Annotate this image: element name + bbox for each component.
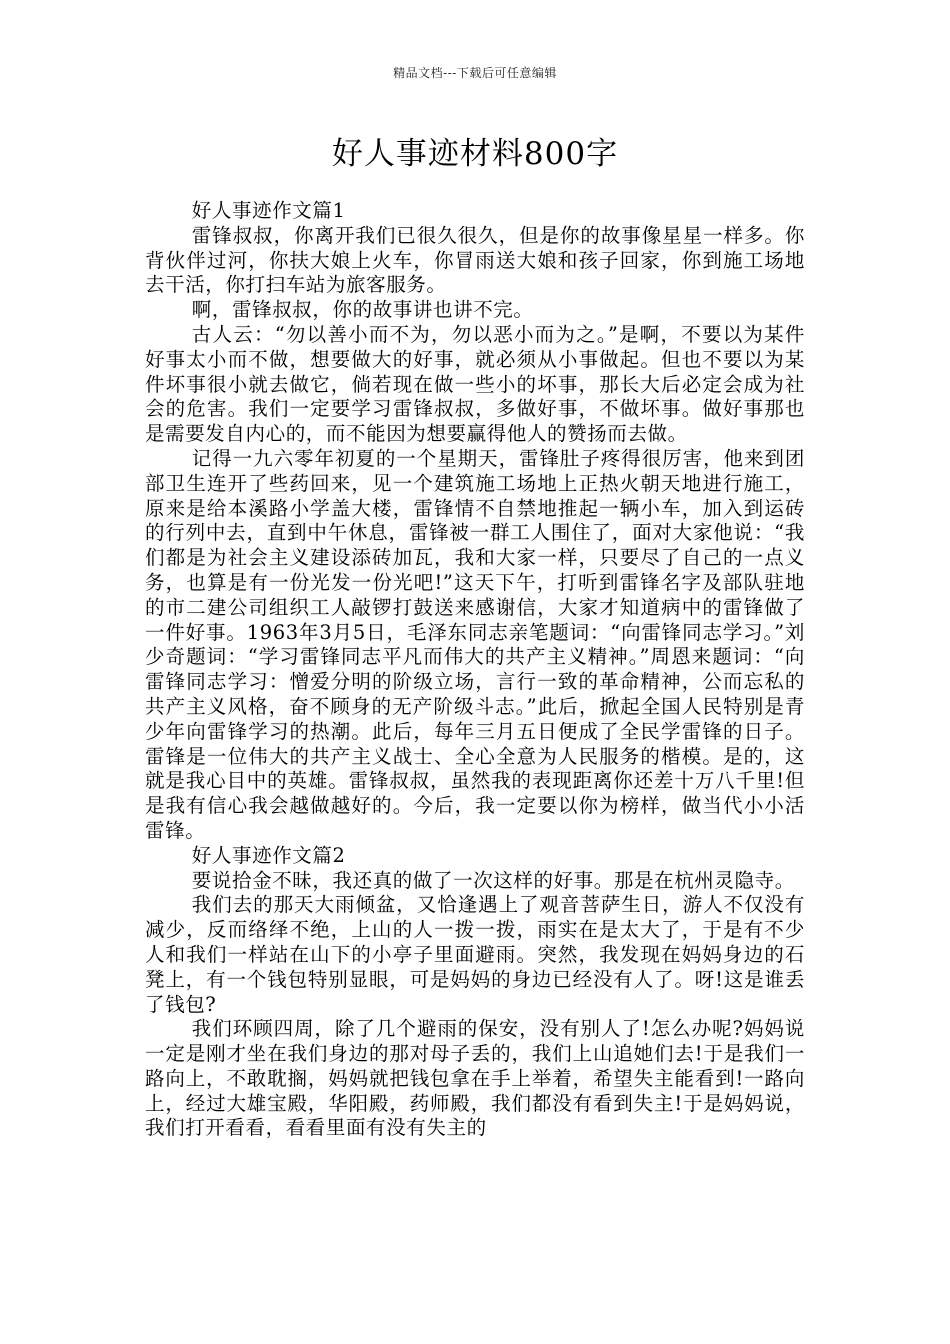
section-heading-1: 好人事迹作文篇1 (191, 199, 346, 222)
body-paragraph: 我们环顾四周，除了几个避雨的保安，没有别人了!怎么办呢?妈妈说一定是刚才坐在我们身边的那对母子丢的，我们上山追她们去!于是我们一路向上，不敢耽搁，妈妈就把钱包拿在手上举着，希望失主能看到!一路向上，经过大雄宝殿，华阳殿，药师殿，我们都没有看到失主!于是妈妈说，我们打开看看，看看里面有没有失主的 (145, 1017, 805, 1140)
body-paragraph: 雷锋叔叔，你离开我们已很久很久，但是你的故事像星星一样多。你背伙伴过河，你扶大娘上火车，你冒雨送大娘和孩子回家，你到施工场地去干活，你打扫车站为旅客服务。 (145, 223, 805, 297)
section-heading-2: 好人事迹作文篇2 (191, 843, 346, 867)
page-header-note: 精品文档---下载后可任意编辑 (393, 66, 557, 80)
body-paragraph: 啊，雷锋叔叔，你的故事讲也讲不完。 (191, 298, 534, 322)
body-paragraph: 要说拾金不昧，我还真的做了一次这样的好事。那是在杭州灵隐寺。 (191, 868, 795, 892)
body-paragraph: 我们去的那天大雨倾盆，又恰逢遇上了观音菩萨生日，游人不仅没有减少，反而络绎不绝，上山的人一拨一拨，雨实在是太大了，于是有不少人和我们一样站在山下的小亭子里面避雨。突然，我发现在妈妈身边的石凳上，有一个钱包特别显眼，可是妈妈的身边已经没有人了。呀!这是谁丢了钱包? (145, 893, 805, 1016)
document-body (145, 199, 805, 1141)
document-title: 好人事迹材料800字 (331, 136, 619, 172)
body-paragraph: 古人云：“勿以善小而不为，勿以恶小而为之。”是啊，不要以为某件好事太小而不做，想要做大的好事，就必须从小事做起。但也不要以为某件坏事很小就去做它，倘若现在做一些小的坏事，那长大后必定会成为社会的危害。我们一定要学习雷锋叔叔，多做好事，不做坏事。做好事那也是需要发自内心的，而不能因为想要赢得他人的赞扬而去做。 (145, 322, 805, 446)
body-paragraph: 记得一九六零年初夏的一个星期天，雷锋肚子疼得很厉害，他来到团部卫生连开了些药回来，见一个建筑施工场地上正热火朝天地进行施工，原来是给本溪路小学盖大楼，雷锋情不自禁地推起一辆小车，加入到运砖的行列中去，直到中午休息，雷锋被一群工人围住了，面对大家他说：“我们都是为社会主义建设添砖加瓦，我和大家一样，只要尽了自己的一点义务，也算是有一份光发一份光吧!”这天下午，打听到雷锋名字及部队驻地的市二建公司组织工人敲锣打鼓送来感谢信，大家才知道病中的雷锋做了一件好事。1963年3月5日，毛泽东同志亲笔题词：“向雷锋同志学习。”刘少奇题词：“学习雷锋同志平凡而伟大的共产主义精神。”周恩来题词：“向雷锋同志学习：憎爱分明的阶级立场，言行一致的革命精神，公而忘私的共产主义风格，奋不顾身的无产阶级斗志。”此后，掀起全国人民特别是青少年向雷锋学习的热潮。此后，每年三月五日便成了全民学雷锋的日子。雷锋是一位伟大的共产主义战士、全心全意为人民服务的楷模。是的，这就是我心目中的英雄。雷锋叔叔，虽然我的表现距离你还差十万八千里!但是我有信心我会越做越好的。今后，我一定要以你为榜样，做当代小小活雷锋。 (145, 446, 805, 842)
